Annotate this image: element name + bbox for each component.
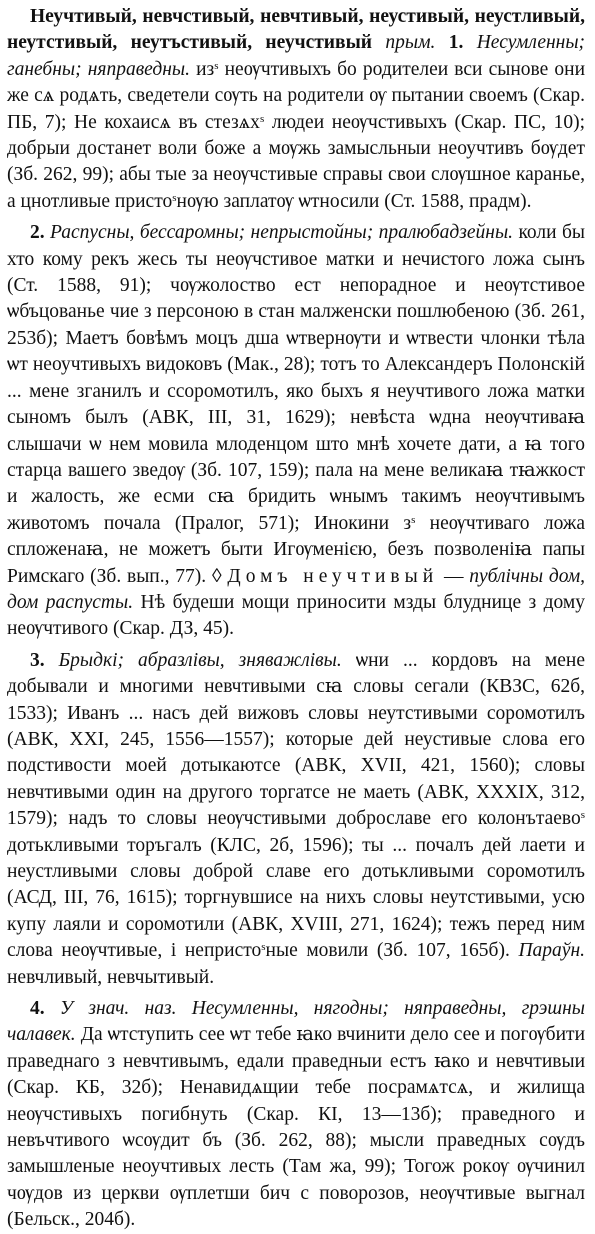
phrase-gloss: публічны дом, дом распусты. [7,565,586,613]
sense-citations: $из^s$ неѹчтивыхъ бо родителеи вси сынове они же сѧ родѧть, сведетели сѹть на родители ѹ пытании своемъ (Скар. ПБ, 7); Не кохаисѧ въ стезѧх$^s$ людеи неѹчстивыхъ (Скар. ПС, 10); добрыи достанет воли боже а мѹжь замысльныи неоучтивъ бѹдет (Зб. 262, 99); абы тые за неѹчстивые справы свои слѹшное каранье, а цнотливые присто$^s$нѹю заплатѹ ѡтносили (Ст. 1588, прадм). [7,58,586,212]
entry-sense-4 [7,996,585,1234]
sense-gloss: Распусны, бессаромны; непрыстойны; пралюбадзейны. [50,222,514,244]
entry-sense-1 [7,4,585,215]
sense-number: 1. [448,32,464,54]
entry-sense-2: 2. Распусны, бессаромны; непрыстойны; пралюбадзейны. коли бы хто кому рекъ жесь ты неѹчстивое матки и нечистого ложа сынъ (Ст. 1588, 91); чѹжолоство ест непорадное и неѹтстивое ѡбъцованье чие з персоною в стан малженски пошлюбеною (Зб. 261, 253б); Маетъ бовѣмъ моцъ дша ѡтвернѹти и ѡтвести члонки тѣла ѡт неоучтивыхъ видоковъ (Мак., 28); тотъ то Александеръ Полонскій ... мене зганилъ и ссоромотилъ, яко быхъ я неучтивого ложа матки сыномъ былъ (АВК, III, 31, 1629); невѣста ѡдна неѹчтиваꙗ слышачи ѡ нем мовила млоденцом што мнѣ хочете дати, а ꙗ того старца вашего зведѹ (Зб. 107, 159); пала на мене великаꙗ тꙗжкост и жалость, же есми сꙗ бридить ѡнымъ такимъ неѹчтивымъ животомъ почала (Пралог, 571); Инокини $з^s$ неѹчтиваго ложа спложенаꙗ, не можетъ быти Игѹменією, безъ позволеніꙗ папы Римскаго (Зб. вып., 77). ◊ Домъ неучтивый — публічны дом, дом распусты. Нѣ будеши мощи приносити мзды блуднице з дому неѹчтивого (Скар. ДЗ, 45). [7,222,586,640]
sense-gloss: Брыдкі; абразлівы, зняважлівы. [58,649,342,671]
part-of-speech: прым. [385,32,436,54]
sense-citations: ѡни ... кордовъ на мене добывали и многими невчтивыми сꙗ словы сегали (КВЗС, 62б, 1533); Иванъ ... насъ дей вижовъ словы неутстивыми соромотилъ (АВК, XXI, 245, 1556—1557); которые дей неустивые слова его подстивости моей дотыкаютсе (АВК, XVII, 421, 1560); словы невчтивыми один на другого торгатсе не маеть (АВК, XXXIX, 312, 1579); надъ то словы неѹчстивыми доброславе его колонътаево$^s$ дотькливыми торъгалъ (КЛС, 2б, 1596); ты ... почалъ дей лаети и неустливыми словы доброй славе его дотькливыми соромотилъ (АСД, III, 76, 1615); торгнувшисе на нихъ словы неутстивыми, усю купу лаяли и соромотили (АВК, XVIII, 271, 1624); тежъ перед ним слова неѹчтивые, і непристо$^s$ные мовили (Зб. 107, 165б). [7,649,585,962]
sense-gloss: У знач. наз. Несумленны, нягодны; няправедны, грэшны чалавек. [7,998,585,1046]
compare-words: невчливый, невчытивый. [7,966,215,988]
sense-citations: Да ѡтступить сее ѡт тебе ꙗко вчинити дело сее и погѹбити праведнаго з невчтивымъ, едали праведныи естъ ꙗко и невчтивыи (Скар. КБ, 32б); Ненавидѧщии тебе посрамѧтсѧ, и жилища неѹчстивыхъ погибнуть (Скар. КІ, 13—13б); праведного и невъчтивого ѡсѹдит бъ (Зб. 262, 88); мысли праведных сѹдъ замышленые неоучтивых лесть (Там жа, 99); Тогож рокѹ ѹчинил чѹдов из церкви ѹплетши бич с поворозов, неѹчтивые выгнал (Бельск., 204б). [7,1024,585,1231]
phrase-headword: Домъ неучтивый [227,565,439,587]
entry-headword: Неучтивый, невчстивый, невчтивый, неустивый, неустливый, неутстивый, неутъстивый, неучстивый [7,6,585,54]
sense-gloss: Несумленны; ганебны; няправедны. [7,32,586,80]
sense-number: 3. [30,649,45,671]
compare-label: Параўн. [518,940,585,962]
phrase-citation: Нѣ будеши мощи приносити мзды блуднице з дому неѹчтивого (Скар. ДЗ, 45). [7,591,585,640]
entry-sense-3 [7,648,585,991]
diamond-icon: ◊ [211,565,222,587]
sense-number: 2. [30,222,45,244]
sense-citations: коли бы хто кому рекъ жесь ты неѹчстивое матки и нечистого ложа сынъ (Ст. 1588, 91); чѹжолоство ест непорадное и неѹтстивое ѡбъцованье чие з персоною в стан малженски пошлюбеною (Зб. 261, 253б); Маетъ бовѣмъ моцъ дша ѡтвернѹти и ѡтвести члонки тѣла ѡт неоучтивыхъ видоковъ (Мак., 28); тотъ то Александеръ Полонскій ... мене зганилъ и ссоромотилъ, яко быхъ я неучтивого ложа матки сыномъ былъ (АВК, III, 31, 1629); невѣста ѡдна неѹчтиваꙗ слышачи ѡ нем мовила млоденцом што мнѣ хочете дати, а ꙗ того старца вашего зведѹ (Зб. 107, 159); пала на мене великаꙗ тꙗжкост и жалость, же есми сꙗ бридить ѡнымъ такимъ неѹчтивымъ животомъ почала (Пралог, 571); Инокини $з^s$ неѹчтиваго ложа спложенаꙗ, не можетъ быти Игѹменією, безъ позволеніꙗ папы Римскаго (Зб. вып., 77). [7,222,586,587]
sense-number: 4. [30,998,45,1020]
